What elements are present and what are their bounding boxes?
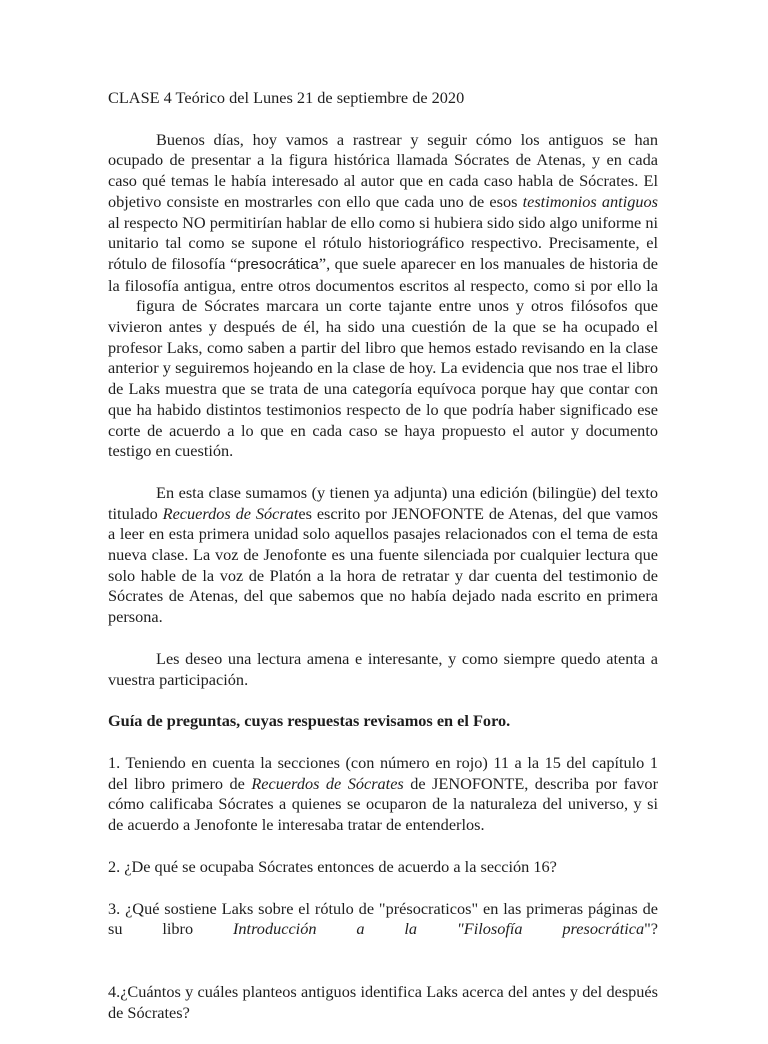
testimonios-antiguos-emphasis: testimonios antiguos [522,191,658,211]
paragraph-intro-text-4: figura de Sócrates marcara un corte tajante entre unos y otros filósofos que vivieron antes y después de él, ha sido una cuestión de la que se ha ocupado el profesor Laks, como saben a partir del libro que hemos estado revisando en la clase anterior y seguiremos hojeando en la clase de hoy. La evidencia que nos trae el libro de Laks muestra que se trata de una categoría equívoca porque hay que contar con que ha habido distintos testimonios respecto de lo que podría haber significado ese corte de acuerdo a lo que en cada caso se haya propuesto el autor y documento testigo en cuestión. [108,296,658,461]
paragraph-intro-text-2: al respecto NO permitirían hablar de ello como si hubiera sido sido algo uniforme ni unitario tal como se supone el rótulo historiográfico respectivo. Precisamente, el rótulo de filosofía “ [108,212,658,273]
question-1-book-title: Recuerdos de Sócrates [251,773,404,793]
paragraph-intro-text-3: ”, que suele aparecer en los manuales de historia de la filosofía antigua, entre otros documentos escritos al respecto, como si por ello la [108,253,658,295]
document-body [108,88,658,1044]
paragraph-jenofonte-text-1: En esta clase sumamos (y tienen ya adjunta) una edición (bilingüe) del texto titulado [108,482,658,523]
question-3 [108,899,658,940]
document-title: CLASE 4 Teórico del Lunes 21 de septiembre de 2020 [108,88,465,107]
paragraph-intro [108,130,658,462]
presocratica-term: presocrática [237,255,319,273]
paragraph-jenofonte [108,483,658,628]
paragraph-intro-text-1: Buenos días, hoy vamos a rastrear y seguir cómo los antiguos se han ocupado de presentar a la figura histórica llamada Sócrates de Atenas, y en cada caso qué temas le había interesado al autor que en cada caso habla de Sócrates. El objetivo consiste en mostrarles con ello que cada uno de esos [108,129,658,211]
question-1-text-1: 1. Teniendo en cuenta la secciones (con número en rojo) 11 a la 15 del capítulo 1 del libro primero de [108,752,658,793]
question-3-text-1: 3. ¿Qué sostiene Laks sobre el rótulo de "présocraticos" en las primeras páginas de su libro [108,898,658,939]
question-2: 2. ¿De qué se ocupaba Sócrates entonces de acuerdo a la sección 16? [108,856,557,876]
question-3-book-title: Introducción a la "Filosofía presocrática [232,919,645,939]
recuerdos-title-emphasis: Recuerdos de Sócrat [162,503,299,523]
question-1 [108,753,658,836]
question-3-text-2: "? [644,919,658,939]
question-1-text-2: de JENOFONTE, describa por favor cómo calificaba Sócrates a quienes se ocuparon de la naturaleza del universo, y si de acuerdo a Jenofonte le interesaba tratar de entenderlos. [108,773,658,835]
paragraph-closing: Les deseo una lectura amena e interesante, y como siempre quedo atenta a vuestra participación. [108,648,658,689]
question-4: 4.¿Cuántos y cuáles planteos antiguos identifica Laks acerca del antes y del después de Sócrates? [108,981,658,1022]
questions-heading: Guía de preguntas, cuyas respuestas revisamos en el Foro. [108,711,511,731]
paragraph-jenofonte-text-2: es escrito por JENOFONTE de Atenas, del que vamos a leer en esta primera unidad solo aquellos pasajes relacionados con el tema de esta nueva clase. La voz de Jenofonte es una fuente silenciada por cualquier lectura que solo hable de la voz de Platón a la hora de retratar y dar cuenta del testimonio de Sócrates de Atenas, del que sabemos que no había dejado nada escrito en primera persona. [108,503,658,627]
